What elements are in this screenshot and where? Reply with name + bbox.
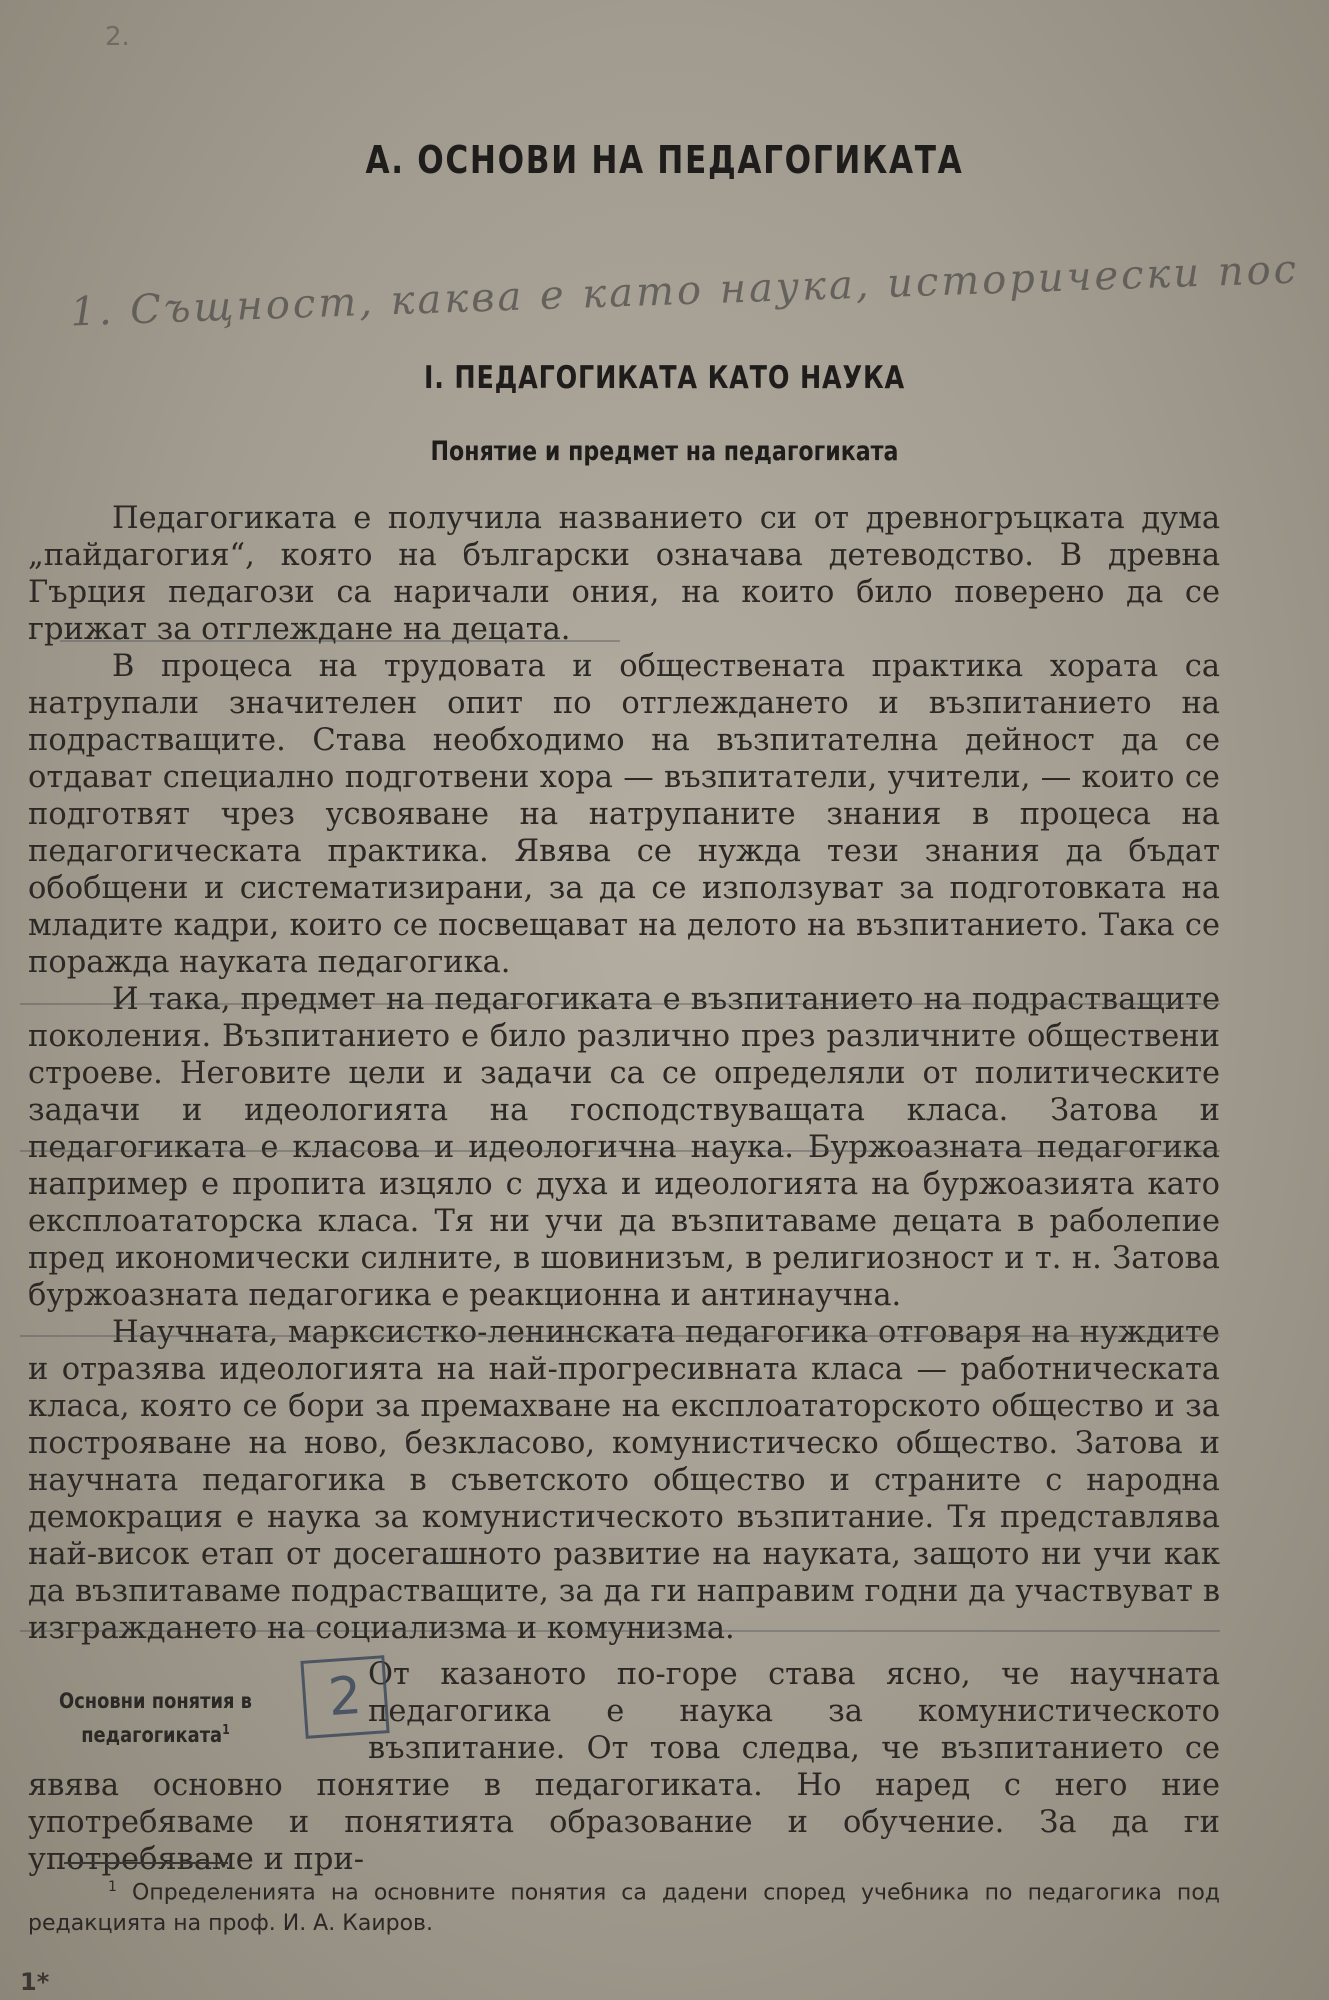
main-title: А. ОСНОВИ НА ПЕДАГОГИКАТА: [365, 138, 964, 182]
section-title: Понятие и предмет на педагогиката: [430, 436, 899, 467]
footnote: [28, 1872, 1220, 1939]
handwritten-note: 1. Същност, каква е като наука, исторически пос: [69, 246, 1300, 336]
side-heading-footnote-marker: 1: [222, 1723, 230, 1738]
chapter-title: I. ПЕДАГОГИКАТА КАТО НАУКА: [423, 360, 906, 396]
margin-box-number: 2: [300, 1655, 389, 1739]
body-text: [28, 500, 1220, 1647]
pencil-underline: [60, 640, 620, 642]
pencil-underline: [20, 1335, 1220, 1337]
page-number-top: 2.: [105, 22, 130, 52]
paragraph-1: Педагогиката е получила названието си от древногръцката дума „пайдагогия“, която на български означава детеводство. В древна Гърция педагози са наричали ония, на които било поверено да се грижат за отглеждане на децата.: [28, 501, 1220, 647]
pencil-underline: [20, 1630, 1220, 1632]
paragraph-2: В процеса на трудовата и обществената практика хората са натрупали значителен опит по отглеждането и възпитанието на подрастващите. Става необходимо на възпитателна дейност да се отдават специално подготвени хора — възпитатели, учители, — които се подготвят чрез усвояване на натрупаните знания в процеса на педагогическата практика. Явява се нужда тези знания да бъдат обобщени и систематизирани, за да се използуват за подготовката на младите кадри, които се посвещават на делото на възпитанието. Така се поражда науката педагогика.: [28, 649, 1220, 980]
side-heading-column: [28, 1656, 364, 1766]
pencil-underline: [20, 1003, 1220, 1005]
side-heading-label: Основни понятия в педагогиката: [59, 1689, 252, 1747]
footnote-rule: [64, 1862, 228, 1864]
paragraph-4: Научната, марксистко-ленинската педагогика отговаря на нуждите и отразява идеологията на най-прогресивната класа — работническата класа, която се бори за премахване на експлоататорското общество и за построяване на ново, безкласово, комунистическо общество. Затова и научната педагогика в съветското общество и страните с народна демокрация е наука за комунистическото възпитание. Тя представлява най-висок етап от досегашното развитие на науката, защото ни учи как да възпитаваме подрастващите, за да ги направим годни да участвуват в изграждането на социализма и комунизма.: [28, 1315, 1220, 1646]
paragraph-3: И така, предмет на педагогиката е възпитанието на подрастващите поколения. Възпитанието е било различно през различните обществени строеве. Неговите цели и задачи са се определяли от политическите задачи и идеологията на господствуващата класа. Затова и педагогиката е класова и идеологична наука. Буржоазната педагогика например е пропита изцяло с духа и идеологията на буржоазията като експлоататорска класа. Тя ни учи да възпитаваме децата в раболепие пред икономически силните, в шовинизъм, в религиозност и т. н. Затова буржоазната педагогика е реакционна и антинаучна.: [28, 982, 1220, 1313]
side-heading: [28, 1686, 283, 1750]
side-paragraph: От казаното по-горе става ясно, че научната педагогика е наука за комунистическото възпитание. От това следва, че възпитанието се явява основно понятие в педагогиката. Но наред с него ние употребяваме и понятията образование и обучение. За да ги употребяваме и при-: [28, 1657, 1220, 1877]
side-heading-block: [28, 1656, 1220, 1878]
footnote-text: Определенията на основните понятия са дадени според учебника по педагогика под редакцията на проф. И. А. Каиров.: [28, 1880, 1220, 1937]
pencil-underline: [20, 1150, 1220, 1152]
footer-signature-mark: 1*: [20, 1968, 50, 1996]
footnote-marker: 1: [108, 1879, 117, 1895]
